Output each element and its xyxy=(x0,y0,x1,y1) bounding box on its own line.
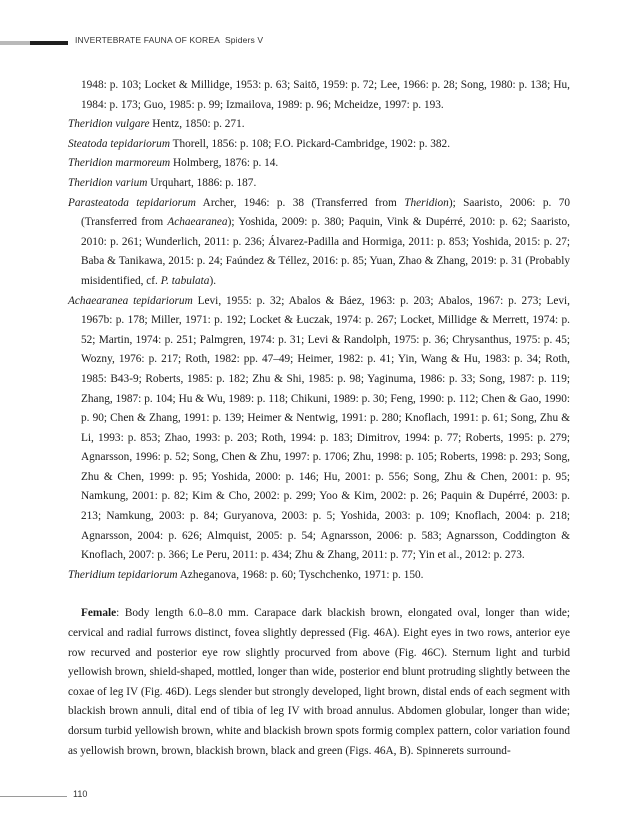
synonym-entry xyxy=(68,154,570,174)
genus-name: Theridion xyxy=(404,196,449,209)
synonym-continuation: 1948: p. 103; Locket & Millidge, 1953: p. 63; Saitō, 1959: p. 72; Lee, 1966: p. 28; Song, 1980: p. 138; Hu, 1984: p. 173; Guo, 1985: p. 99; Izmailova, 1989: p. 96; Mcheidze, 1997: p. 193. xyxy=(81,79,570,111)
synonym-entry xyxy=(68,566,570,586)
taxon-name: Theridion marmoreum xyxy=(68,157,171,170)
paragraph-gap xyxy=(68,585,570,604)
synonym-entry xyxy=(68,115,570,135)
genus-name: Achaearanea xyxy=(167,216,228,229)
header-bar-black xyxy=(30,41,68,45)
taxon-name: Achaearanea tepidariorum xyxy=(68,294,193,307)
footer-rule xyxy=(0,796,67,797)
header-subtitle: Spiders V xyxy=(224,35,264,45)
section-label: Female xyxy=(81,607,117,620)
species-name: P. tabulata xyxy=(160,274,210,287)
synonym-entry xyxy=(68,135,570,155)
page-number: 110 xyxy=(73,789,88,799)
description-paragraph xyxy=(68,604,570,761)
running-header xyxy=(75,35,263,45)
header-title: INVERTEBRATE FAUNA OF KOREA xyxy=(75,35,220,45)
taxon-name: Parasteatoda tepidariorum xyxy=(68,196,196,209)
citation-text: Hentz, 1850: p. 271. xyxy=(149,118,245,131)
taxon-name: Theridion vulgare xyxy=(68,118,150,131)
taxon-name: Theridium tepidariorum xyxy=(68,568,178,581)
citation-text: Urquhart, 1886: p. 187. xyxy=(147,176,257,189)
taxon-name: Theridion varium xyxy=(68,176,148,189)
citation-text: ); Saaristo, 2006: p. 70 (Transferred from xyxy=(81,196,570,229)
citation-text: ). xyxy=(209,274,217,287)
citation-text: Azheganova, 1968: p. 60; Tyschchenko, 1971: p. 150. xyxy=(177,568,424,581)
synonym-entry xyxy=(68,194,570,292)
citation-text: ); Yoshida, 2009: p. 380; Paquin, Vink & Dupérré, 2010: p. 62; Saaristo, 2010: p. 261; Wunderlich, 2011: p. 236; Álvarez-Padilla and Hormiga, 2011: p. 853; Yoshida, 2015: p. 27; Baba & Tanikawa, 2015: p. 24; Faúndez & Téllez, 2016: p. 85; Yuan, Zhao & Zhang, 2019: p. 31 (Probably misidentified, cf. xyxy=(81,216,570,287)
page-content xyxy=(68,76,570,761)
synonym-entry xyxy=(68,174,570,194)
citation-text: Archer, 1946: p. 38 (Transferred from xyxy=(195,196,405,209)
header-bar-gray xyxy=(0,41,30,45)
taxon-name: Steatoda tepidariorum xyxy=(68,137,170,150)
synonym-entry xyxy=(68,292,570,566)
citation-text: Thorell, 1856: p. 108; F.O. Pickard-Cambridge, 1902: p. 382. xyxy=(169,137,451,150)
description-text: : Body length 6.0–8.0 mm. Carapace dark blackish brown, elongated oval, longer than wide; cervical and radial furrows distinct, fovea slightly depressed (Fig. 46A). Eight eyes in two rows, anterior eye row recurved and posterior eye row slightly procurved from above (Fig. 46C). Sternum light and turbid yellowish brown, shield-shaped, mottled, longer than wide, posterior end blunt protruding slightly between the coxae of leg IV (Fig. 46D). Legs slender but strongly developed, light brown, distal ends of each segment with blackish brown annuli, dital end of tibia of leg IV with broad annulus. Abdomen globular, longer than wide; dorsum turbid yellowish brown, white and blackish brown spots formig complex pattern, color variation found as yellowish brown, brown, blackish brown, black and green (Figs. 46A, B). Spinnerets surround- xyxy=(68,607,570,757)
citation-text: Holmberg, 1876: p. 14. xyxy=(170,157,279,170)
citation-text: Levi, 1955: p. 32; Abalos & Báez, 1963: p. 203; Abalos, 1967: p. 273; Levi, 1967b: p. 178; Miller, 1971: p. 192; Locket & Łuczak, 1974: p. 267; Locket, Millidge & Merrett, 1974: p. 52; Martin, 1974: p. 251; Palmgren, 1974: p. 31; Levi & Randolph, 1975: p. 36; Chrysanthus, 1975: p. 45; Wozny, 1976: p. 217; Roth, 1982: pp. 47–49; Heimer, 1982: p. 41; Yin, Wang & Hu, 1983: p. 34; Roth, 1985: B43-9; Roberts, 1985: p. 182; Zhu & Shi, 1985: p. 98; Yaginuma, 1986: p. 33; Song, 1987: p. 119; Zhang, 1987: p. 104; Hu & Wu, 1989: p. 118; Chikuni, 1989: p. 30; Feng, 1990: p. 112; Chen & Gao, 1990: p. 90; Chen & Zhang, 1991: p. 139; Heimer & Nentwig, 1991: p. 280; Knoflach, 1991: p. 61; Song, Zhu & Li, 1993: p. 853; Zhao, 1993: p. 203; Roth, 1994: p. 183; Dimitrov, 1994: p. 77; Roberts, 1995: p. 279; Agnarsson, 1996: p. 52; Song, Chen & Zhu, 1997: p. 1706; Zhu, 1998: p. 105; Roberts, 1998: p. 293; Song, Zhu & Chen, 1999: p. 95; Yoshida, 2000: p. 146; Hu, 2001: p. 556; Song, Zhu & Chen, 2001: p. 95; Namkung, 2001: p. 82; Kim & Cho, 2002: p. 299; Yoo & Kim, 2002: p. 26; Paquin & Dupérré, 2003: p. 213; Namkung, 2003: p. 84; Guryanova, 2003: p. 5; Yoshida, 2003: p. 109; Knoflach, 2004: p. 218; Agnarsson, 2004: p. 626; Almquist, 2005: p. 54; Agnarsson, 2006: p. 583; Agnarsson, Coddington & Knoflach, 2007: p. 366; Le Peru, 2011: p. 434; Zhu & Zhang, 2011: p. 77; Yin et al., 2012: p. 273. xyxy=(81,294,570,562)
